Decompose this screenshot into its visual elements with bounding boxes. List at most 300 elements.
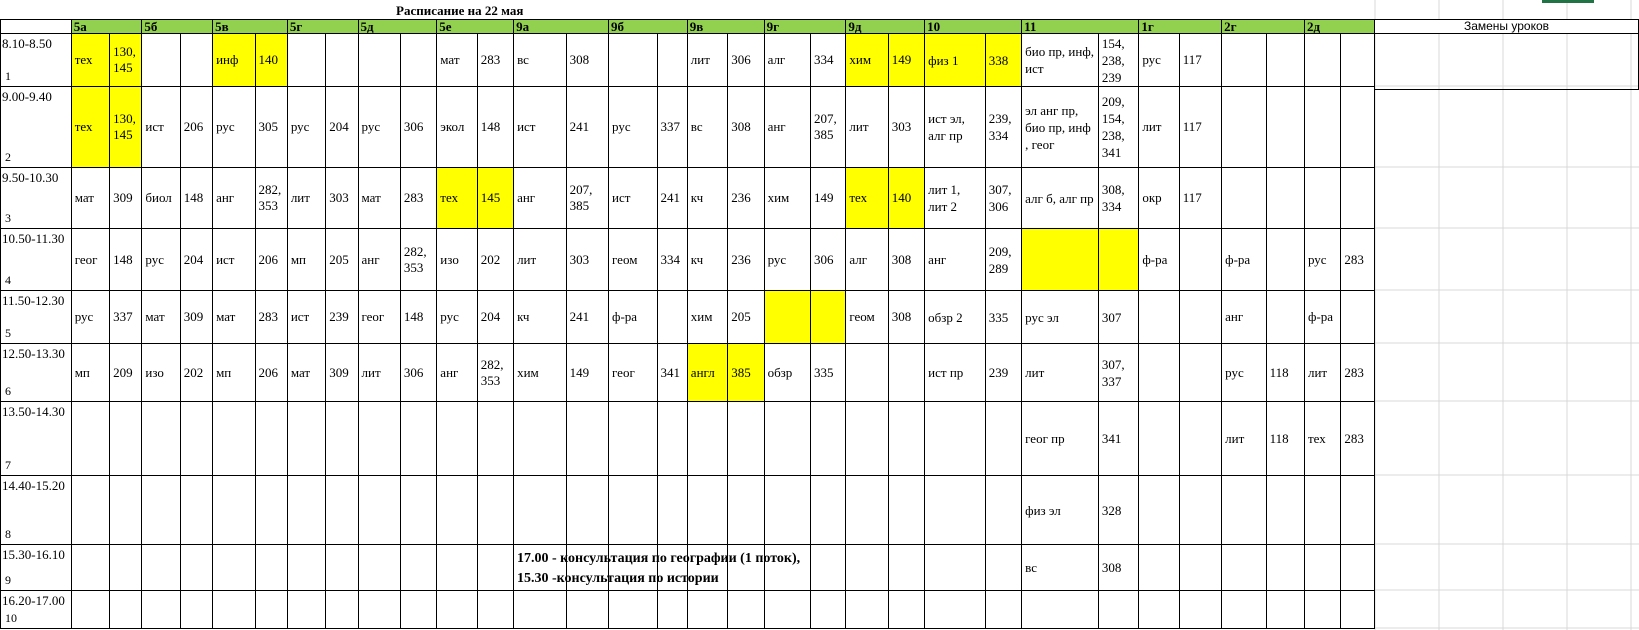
room-cell[interactable]: 118 bbox=[1266, 402, 1304, 476]
subject-cell[interactable] bbox=[764, 476, 810, 545]
subject-cell[interactable]: кч bbox=[687, 168, 727, 229]
room-cell[interactable]: 209, 289 bbox=[985, 229, 1021, 291]
subject-cell[interactable]: вс bbox=[687, 87, 727, 168]
room-cell[interactable] bbox=[180, 476, 212, 545]
room-cell[interactable]: 309 bbox=[110, 168, 142, 229]
room-cell[interactable]: 308 bbox=[566, 34, 608, 87]
class-header[interactable]: 2г bbox=[1222, 20, 1305, 34]
subject-cell[interactable] bbox=[71, 402, 109, 476]
subject-cell[interactable] bbox=[358, 402, 400, 476]
room-cell[interactable] bbox=[888, 591, 924, 629]
subject-cell[interactable] bbox=[213, 476, 255, 545]
subject-cell[interactable]: вс bbox=[1022, 545, 1099, 591]
room-cell[interactable] bbox=[1341, 291, 1375, 344]
room-cell[interactable] bbox=[811, 291, 846, 344]
subject-cell[interactable] bbox=[358, 591, 400, 629]
subject-cell[interactable]: рус bbox=[1304, 229, 1340, 291]
room-cell[interactable] bbox=[1266, 545, 1304, 591]
room-cell[interactable]: 207, 385 bbox=[811, 87, 846, 168]
subject-cell[interactable]: англ bbox=[687, 344, 727, 402]
subject-cell[interactable] bbox=[1304, 476, 1340, 545]
subject-cell[interactable]: рус bbox=[764, 229, 810, 291]
subject-cell[interactable]: хим bbox=[687, 291, 727, 344]
subject-cell[interactable]: алг bbox=[764, 34, 810, 87]
room-cell[interactable]: 241 bbox=[657, 168, 687, 229]
subject-cell[interactable] bbox=[1304, 591, 1340, 629]
subject-cell[interactable]: кч bbox=[687, 229, 727, 291]
subject-cell[interactable]: рус эл bbox=[1022, 291, 1099, 344]
subject-cell[interactable] bbox=[609, 476, 657, 545]
class-header[interactable]: 11 bbox=[1022, 20, 1139, 34]
class-header[interactable]: 5в bbox=[213, 20, 288, 34]
subject-cell[interactable]: ф-ра bbox=[1304, 291, 1340, 344]
room-cell[interactable]: 154, 238, 239 bbox=[1098, 34, 1138, 87]
subject-cell[interactable]: кч bbox=[514, 291, 567, 344]
subject-cell[interactable]: ист bbox=[213, 229, 255, 291]
class-header[interactable]: 2д bbox=[1304, 20, 1374, 34]
room-cell[interactable] bbox=[326, 402, 358, 476]
subject-cell[interactable] bbox=[71, 545, 109, 591]
subject-cell[interactable] bbox=[846, 344, 888, 402]
subject-cell[interactable]: лит bbox=[1139, 87, 1179, 168]
room-cell[interactable]: 148 bbox=[180, 168, 212, 229]
subject-cell[interactable] bbox=[287, 34, 325, 87]
subject-cell[interactable]: физ эл bbox=[1022, 476, 1099, 545]
room-cell[interactable]: 204 bbox=[326, 87, 358, 168]
period-time-cell[interactable] bbox=[1, 87, 72, 168]
room-cell[interactable]: 148 bbox=[477, 87, 513, 168]
period-time-cell[interactable] bbox=[1, 168, 72, 229]
subject-cell[interactable] bbox=[213, 402, 255, 476]
subject-cell[interactable]: ф-ра bbox=[1222, 229, 1266, 291]
subject-cell[interactable] bbox=[1022, 591, 1099, 629]
room-cell[interactable]: 241 bbox=[566, 291, 608, 344]
room-cell[interactable]: 148 bbox=[400, 291, 436, 344]
room-cell[interactable]: 145 bbox=[477, 168, 513, 229]
subject-cell[interactable] bbox=[287, 591, 325, 629]
room-cell[interactable] bbox=[1179, 291, 1221, 344]
subject-cell[interactable]: изо bbox=[142, 344, 180, 402]
room-cell[interactable]: 306 bbox=[728, 34, 764, 87]
room-cell[interactable] bbox=[985, 476, 1021, 545]
subject-cell[interactable]: анг bbox=[437, 344, 477, 402]
room-cell[interactable]: 202 bbox=[180, 344, 212, 402]
subject-cell[interactable] bbox=[71, 591, 109, 629]
subject-cell[interactable] bbox=[1304, 87, 1340, 168]
subject-cell[interactable]: геог пр bbox=[1022, 402, 1099, 476]
subject-cell[interactable]: анг bbox=[925, 229, 986, 291]
subject-cell[interactable]: рус bbox=[142, 229, 180, 291]
subject-cell[interactable] bbox=[437, 591, 477, 629]
class-header[interactable]: 5а bbox=[71, 20, 142, 34]
subject-cell[interactable] bbox=[1222, 34, 1266, 87]
subject-cell[interactable]: рус bbox=[287, 87, 325, 168]
subject-cell[interactable] bbox=[71, 476, 109, 545]
subject-cell[interactable]: мп bbox=[287, 229, 325, 291]
subject-cell[interactable] bbox=[142, 476, 180, 545]
room-cell[interactable] bbox=[326, 591, 358, 629]
subject-cell[interactable]: геог bbox=[609, 344, 657, 402]
room-cell[interactable] bbox=[1179, 402, 1221, 476]
room-cell[interactable] bbox=[657, 291, 687, 344]
subject-cell[interactable]: рус bbox=[213, 87, 255, 168]
subject-cell[interactable]: тех bbox=[71, 87, 109, 168]
subject-cell[interactable] bbox=[687, 402, 727, 476]
subject-cell[interactable] bbox=[764, 591, 810, 629]
subject-cell[interactable] bbox=[1139, 476, 1179, 545]
subject-cell[interactable]: анг bbox=[1222, 291, 1266, 344]
room-cell[interactable] bbox=[657, 591, 687, 629]
room-cell[interactable] bbox=[110, 476, 142, 545]
class-header[interactable]: 9г bbox=[764, 20, 846, 34]
subject-cell[interactable]: ист bbox=[142, 87, 180, 168]
room-cell[interactable] bbox=[811, 402, 846, 476]
period-time-cell[interactable] bbox=[1, 34, 72, 87]
subject-cell[interactable] bbox=[925, 476, 986, 545]
subject-cell[interactable] bbox=[1304, 168, 1340, 229]
room-cell[interactable]: 282, 353 bbox=[255, 168, 287, 229]
room-cell[interactable] bbox=[985, 591, 1021, 629]
subject-cell[interactable]: ист bbox=[287, 291, 325, 344]
room-cell[interactable]: 205 bbox=[326, 229, 358, 291]
class-header[interactable]: 5б bbox=[142, 20, 213, 34]
subject-cell[interactable]: рус bbox=[1222, 344, 1266, 402]
subject-cell[interactable] bbox=[609, 34, 657, 87]
period-time-cell[interactable] bbox=[1, 402, 72, 476]
subject-cell[interactable]: изо bbox=[437, 229, 477, 291]
substitutions-cell[interactable] bbox=[1375, 33, 1639, 90]
room-cell[interactable] bbox=[811, 476, 846, 545]
subject-cell[interactable]: эл анг пр, био пр, инф , геог bbox=[1022, 87, 1099, 168]
room-cell[interactable] bbox=[1266, 87, 1304, 168]
room-cell[interactable] bbox=[566, 591, 608, 629]
subject-cell[interactable] bbox=[609, 591, 657, 629]
room-cell[interactable] bbox=[180, 402, 212, 476]
room-cell[interactable]: 118 bbox=[1266, 344, 1304, 402]
period-time-cell[interactable] bbox=[1, 344, 72, 402]
subject-cell[interactable]: мат bbox=[287, 344, 325, 402]
class-header[interactable]: 5д bbox=[358, 20, 437, 34]
subject-cell[interactable]: лит bbox=[687, 34, 727, 87]
room-cell[interactable] bbox=[657, 34, 687, 87]
room-cell[interactable]: 303 bbox=[326, 168, 358, 229]
subject-cell[interactable] bbox=[846, 591, 888, 629]
room-cell[interactable] bbox=[1341, 476, 1375, 545]
room-cell[interactable] bbox=[255, 402, 287, 476]
room-cell[interactable]: 309 bbox=[326, 344, 358, 402]
subject-cell[interactable]: ф-ра bbox=[609, 291, 657, 344]
subject-cell[interactable] bbox=[925, 402, 986, 476]
room-cell[interactable]: 328 bbox=[1098, 476, 1138, 545]
room-cell[interactable]: 149 bbox=[888, 34, 924, 87]
room-cell[interactable] bbox=[477, 545, 513, 591]
subject-cell[interactable]: обзр bbox=[764, 344, 810, 402]
subject-cell[interactable] bbox=[287, 545, 325, 591]
room-cell[interactable] bbox=[1098, 229, 1138, 291]
room-cell[interactable]: 209, 154, 238, 341 bbox=[1098, 87, 1138, 168]
class-header[interactable]: 5е bbox=[437, 20, 514, 34]
room-cell[interactable] bbox=[1179, 476, 1221, 545]
subject-cell[interactable]: лит bbox=[287, 168, 325, 229]
period-time-cell[interactable] bbox=[1, 229, 72, 291]
room-cell[interactable]: 202 bbox=[477, 229, 513, 291]
corner-cell[interactable] bbox=[1, 20, 72, 34]
room-cell[interactable]: 283 bbox=[477, 34, 513, 87]
room-cell[interactable]: 303 bbox=[566, 229, 608, 291]
subject-cell[interactable]: хим bbox=[846, 34, 888, 87]
subject-cell[interactable] bbox=[925, 591, 986, 629]
subject-cell[interactable]: алг bbox=[846, 229, 888, 291]
subject-cell[interactable]: лит bbox=[1222, 402, 1266, 476]
subject-cell[interactable]: анг bbox=[764, 87, 810, 168]
subject-cell[interactable] bbox=[1222, 476, 1266, 545]
subject-cell[interactable] bbox=[437, 545, 477, 591]
subject-cell[interactable]: тех bbox=[846, 168, 888, 229]
subject-cell[interactable]: мп bbox=[213, 344, 255, 402]
subject-cell[interactable]: ф-ра bbox=[1139, 229, 1179, 291]
subject-cell[interactable]: обзр 2 bbox=[925, 291, 986, 344]
room-cell[interactable]: 307, 337 bbox=[1098, 344, 1138, 402]
room-cell[interactable]: 306 bbox=[400, 344, 436, 402]
room-cell[interactable] bbox=[1179, 591, 1221, 629]
subject-cell[interactable]: мат bbox=[71, 168, 109, 229]
room-cell[interactable]: 341 bbox=[1098, 402, 1138, 476]
subject-cell[interactable]: лит 1, лит 2 bbox=[925, 168, 986, 229]
room-cell[interactable]: 130, 145 bbox=[110, 87, 142, 168]
subject-cell[interactable]: анг bbox=[213, 168, 255, 229]
room-cell[interactable] bbox=[728, 591, 764, 629]
room-cell[interactable] bbox=[811, 591, 846, 629]
subject-cell[interactable] bbox=[687, 591, 727, 629]
room-cell[interactable]: 117 bbox=[1179, 87, 1221, 168]
subject-cell[interactable]: мат bbox=[358, 168, 400, 229]
room-cell[interactable]: 204 bbox=[180, 229, 212, 291]
subject-cell[interactable]: геом bbox=[609, 229, 657, 291]
subject-cell[interactable]: тех bbox=[71, 34, 109, 87]
room-cell[interactable] bbox=[1266, 591, 1304, 629]
room-cell[interactable] bbox=[1341, 591, 1375, 629]
room-cell[interactable]: 117 bbox=[1179, 168, 1221, 229]
room-cell[interactable] bbox=[566, 476, 608, 545]
room-cell[interactable]: 308 bbox=[888, 291, 924, 344]
subject-cell[interactable]: биол bbox=[142, 168, 180, 229]
room-cell[interactable]: 306 bbox=[400, 87, 436, 168]
subject-cell[interactable] bbox=[846, 402, 888, 476]
room-cell[interactable]: 338 bbox=[985, 34, 1021, 87]
class-header[interactable]: 9д bbox=[846, 20, 925, 34]
subject-cell[interactable] bbox=[1222, 591, 1266, 629]
room-cell[interactable]: 309 bbox=[180, 291, 212, 344]
room-cell[interactable]: 283 bbox=[1341, 229, 1375, 291]
room-cell[interactable]: 204 bbox=[477, 291, 513, 344]
room-cell[interactable] bbox=[400, 591, 436, 629]
subject-cell[interactable]: лит bbox=[1304, 344, 1340, 402]
room-cell[interactable] bbox=[811, 545, 846, 591]
room-cell[interactable] bbox=[657, 402, 687, 476]
room-cell[interactable]: 308 bbox=[888, 229, 924, 291]
subject-cell[interactable] bbox=[142, 402, 180, 476]
room-cell[interactable]: 117 bbox=[1179, 34, 1221, 87]
room-cell[interactable] bbox=[1098, 591, 1138, 629]
room-cell[interactable] bbox=[180, 545, 212, 591]
subject-cell[interactable]: хим bbox=[514, 344, 567, 402]
subject-cell[interactable]: мат bbox=[437, 34, 477, 87]
room-cell[interactable]: 283 bbox=[255, 291, 287, 344]
subject-cell[interactable]: ист bbox=[514, 87, 567, 168]
room-cell[interactable]: 385 bbox=[728, 344, 764, 402]
subject-cell[interactable]: мат bbox=[213, 291, 255, 344]
room-cell[interactable] bbox=[1341, 34, 1375, 87]
subject-cell[interactable] bbox=[1304, 34, 1340, 87]
room-cell[interactable] bbox=[1341, 87, 1375, 168]
subject-cell[interactable] bbox=[514, 476, 567, 545]
subject-cell[interactable]: рус bbox=[358, 87, 400, 168]
subject-cell[interactable] bbox=[213, 591, 255, 629]
room-cell[interactable] bbox=[1179, 545, 1221, 591]
subject-cell[interactable] bbox=[1022, 229, 1099, 291]
room-cell[interactable]: 337 bbox=[110, 291, 142, 344]
subject-cell[interactable]: анг bbox=[514, 168, 567, 229]
room-cell[interactable]: 335 bbox=[811, 344, 846, 402]
room-cell[interactable] bbox=[180, 591, 212, 629]
room-cell[interactable] bbox=[477, 402, 513, 476]
room-cell[interactable]: 283 bbox=[400, 168, 436, 229]
room-cell[interactable] bbox=[1179, 229, 1221, 291]
room-cell[interactable]: 334 bbox=[657, 229, 687, 291]
subject-cell[interactable]: анг bbox=[358, 229, 400, 291]
room-cell[interactable]: 236 bbox=[728, 229, 764, 291]
room-cell[interactable]: 308, 334 bbox=[1098, 168, 1138, 229]
room-cell[interactable] bbox=[477, 591, 513, 629]
subject-cell[interactable]: рус bbox=[1139, 34, 1179, 87]
room-cell[interactable] bbox=[400, 402, 436, 476]
subject-cell[interactable] bbox=[1139, 291, 1179, 344]
period-time-cell[interactable] bbox=[1, 291, 72, 344]
room-cell[interactable]: 209 bbox=[110, 344, 142, 402]
room-cell[interactable]: 207, 385 bbox=[566, 168, 608, 229]
room-cell[interactable] bbox=[255, 476, 287, 545]
room-cell[interactable] bbox=[1341, 545, 1375, 591]
room-cell[interactable] bbox=[180, 34, 212, 87]
subject-cell[interactable] bbox=[1222, 87, 1266, 168]
period-time-cell[interactable] bbox=[1, 591, 72, 629]
substitutions-header[interactable]: Замены уроков bbox=[1375, 19, 1639, 34]
subject-cell[interactable] bbox=[142, 545, 180, 591]
room-cell[interactable] bbox=[985, 545, 1021, 591]
subject-cell[interactable]: лит bbox=[358, 344, 400, 402]
subject-cell[interactable]: лит bbox=[846, 87, 888, 168]
room-cell[interactable]: 206 bbox=[255, 229, 287, 291]
subject-cell[interactable] bbox=[213, 545, 255, 591]
room-cell[interactable] bbox=[1266, 34, 1304, 87]
room-cell[interactable] bbox=[110, 402, 142, 476]
subject-cell[interactable]: алг б, алг пр bbox=[1022, 168, 1099, 229]
subject-cell[interactable]: ист пр bbox=[925, 344, 986, 402]
room-cell[interactable]: 239 bbox=[326, 291, 358, 344]
room-cell[interactable] bbox=[255, 545, 287, 591]
room-cell[interactable] bbox=[326, 34, 358, 87]
subject-cell[interactable]: рус bbox=[71, 291, 109, 344]
subject-cell[interactable]: лит bbox=[1022, 344, 1099, 402]
subject-cell[interactable]: мп bbox=[71, 344, 109, 402]
subject-cell[interactable] bbox=[1139, 402, 1179, 476]
period-time-cell[interactable] bbox=[1, 545, 72, 591]
room-cell[interactable]: 149 bbox=[566, 344, 608, 402]
room-cell[interactable] bbox=[110, 591, 142, 629]
class-header[interactable]: 9б bbox=[609, 20, 688, 34]
subject-cell[interactable] bbox=[287, 476, 325, 545]
room-cell[interactable]: 305 bbox=[255, 87, 287, 168]
subject-cell[interactable] bbox=[764, 291, 810, 344]
subject-cell[interactable] bbox=[1222, 545, 1266, 591]
class-header[interactable]: 9а bbox=[514, 20, 609, 34]
room-cell[interactable] bbox=[985, 402, 1021, 476]
subject-cell[interactable] bbox=[1222, 168, 1266, 229]
room-cell[interactable]: 307, 306 bbox=[985, 168, 1021, 229]
class-header[interactable]: 5г bbox=[287, 20, 358, 34]
subject-cell[interactable]: инф bbox=[213, 34, 255, 87]
room-cell[interactable] bbox=[400, 476, 436, 545]
room-cell[interactable]: 341 bbox=[657, 344, 687, 402]
room-cell[interactable]: 306 bbox=[811, 229, 846, 291]
subject-cell[interactable]: рус bbox=[609, 87, 657, 168]
subject-cell[interactable] bbox=[358, 545, 400, 591]
subject-cell[interactable] bbox=[1139, 545, 1179, 591]
room-cell[interactable] bbox=[1266, 229, 1304, 291]
class-header[interactable]: 1г bbox=[1139, 20, 1222, 34]
room-cell[interactable]: 148 bbox=[110, 229, 142, 291]
room-cell[interactable] bbox=[888, 545, 924, 591]
room-cell[interactable]: 283 bbox=[1341, 402, 1375, 476]
subject-cell[interactable] bbox=[358, 34, 400, 87]
room-cell[interactable]: 241 bbox=[566, 87, 608, 168]
subject-cell[interactable]: тех bbox=[437, 168, 477, 229]
subject-cell[interactable] bbox=[1139, 591, 1179, 629]
room-cell[interactable]: 282, 353 bbox=[400, 229, 436, 291]
subject-cell[interactable]: окр bbox=[1139, 168, 1179, 229]
room-cell[interactable] bbox=[657, 476, 687, 545]
subject-cell[interactable] bbox=[437, 402, 477, 476]
subject-cell[interactable]: ист bbox=[609, 168, 657, 229]
room-cell[interactable]: 239 bbox=[985, 344, 1021, 402]
subject-cell[interactable]: тех bbox=[1304, 402, 1340, 476]
room-cell[interactable]: 140 bbox=[255, 34, 287, 87]
subject-cell[interactable]: хим bbox=[764, 168, 810, 229]
room-cell[interactable]: 149 bbox=[811, 168, 846, 229]
subject-cell[interactable]: геог bbox=[71, 229, 109, 291]
period-time-cell[interactable] bbox=[1, 476, 72, 545]
room-cell[interactable] bbox=[888, 402, 924, 476]
subject-cell[interactable] bbox=[846, 476, 888, 545]
room-cell[interactable]: 337 bbox=[657, 87, 687, 168]
room-cell[interactable] bbox=[888, 476, 924, 545]
class-header[interactable]: 10 bbox=[925, 20, 1022, 34]
subject-cell[interactable] bbox=[1139, 344, 1179, 402]
subject-cell[interactable]: био пр, инф, ист bbox=[1022, 34, 1099, 87]
subject-cell[interactable]: ист эл, алг пр bbox=[925, 87, 986, 168]
room-cell[interactable] bbox=[326, 476, 358, 545]
subject-cell[interactable] bbox=[925, 545, 986, 591]
room-cell[interactable] bbox=[400, 545, 436, 591]
subject-cell[interactable] bbox=[142, 34, 180, 87]
room-cell[interactable] bbox=[1266, 291, 1304, 344]
class-header[interactable]: 9в bbox=[687, 20, 764, 34]
room-cell[interactable] bbox=[326, 545, 358, 591]
room-cell[interactable]: 140 bbox=[888, 168, 924, 229]
room-cell[interactable] bbox=[888, 344, 924, 402]
room-cell[interactable] bbox=[728, 476, 764, 545]
room-cell[interactable]: 206 bbox=[180, 87, 212, 168]
